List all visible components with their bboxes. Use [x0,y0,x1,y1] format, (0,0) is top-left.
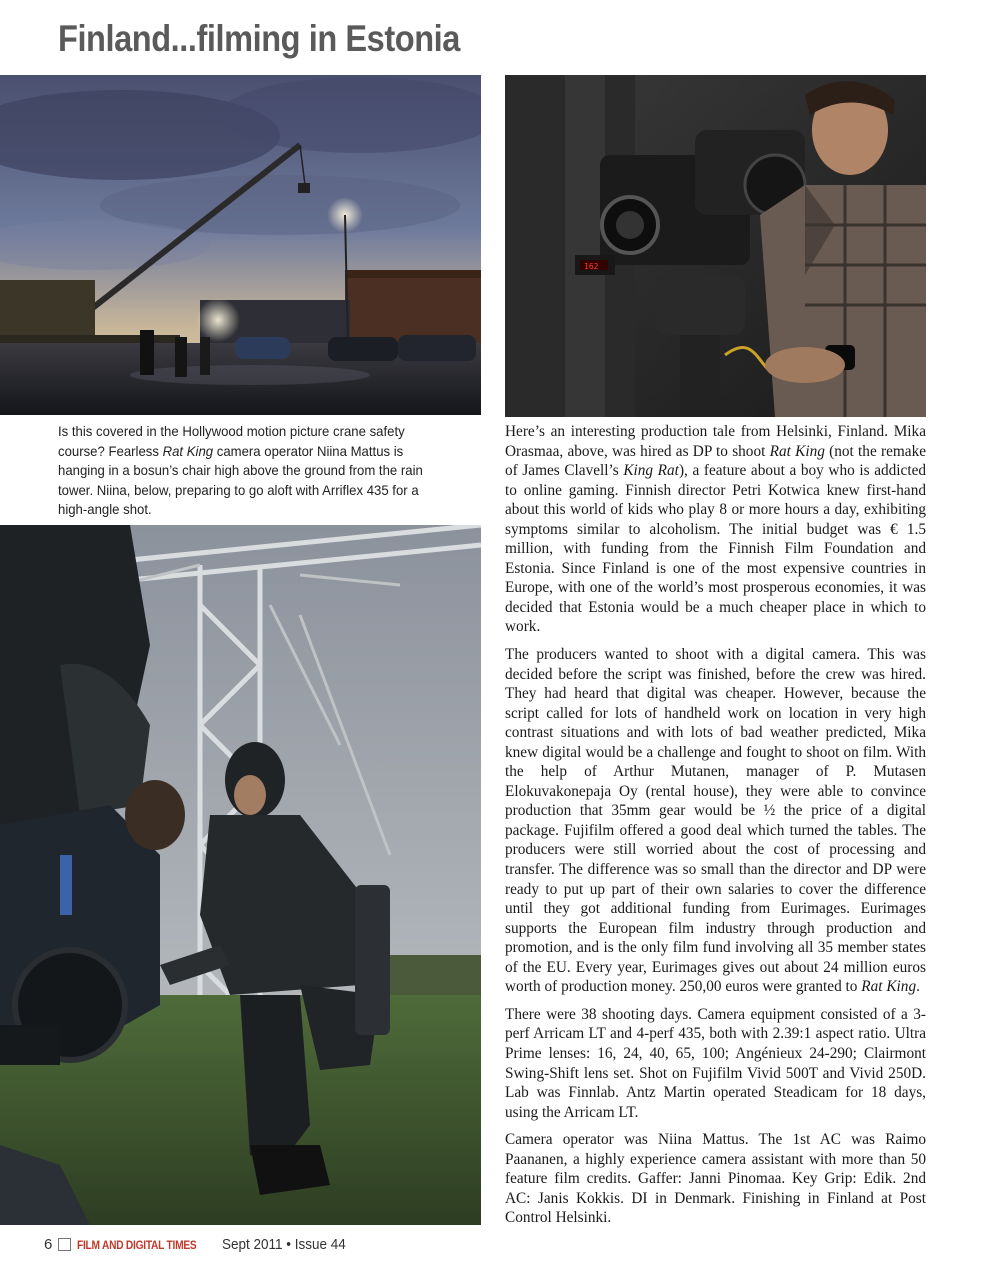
dp-camera-photo [505,75,926,417]
svg-text:162: 162 [584,262,599,271]
article-text: (not the remake of James Clavell’s [505,442,927,480]
film-title: Rat King [861,978,917,996]
article-paragraph-4: Camera operator was Niina Mattus. The 1st AC was Raimo Paananen, a highly experience camera assistant with more than 50 feature film credits. Gaffer: Janni Pinomaa. Key Grip: Edik. 2nd AC: Janis Kokkis. DI in Denmark. Finishing in Finland at Post Control Helsinki. [505,1131,926,1227]
page-title: Finland...filming in Estonia [58,18,460,59]
article-body [505,422,926,1236]
article-text: . [916,978,920,996]
page-number: 6 [44,1236,53,1253]
issue-label: Sept 2011 • Issue 44 [221,1236,346,1253]
operator-rig-photo [0,525,481,1225]
article-paragraph-2 [505,645,926,997]
crane-photo [0,75,481,415]
film-title: King Rat [623,462,679,480]
caption-film-title: Rat King [162,442,214,459]
article-text: ), a feature about a boy who is addicted to online gaming. Finnish director Petri Kotwica knew first-hand about this world of kids who play 8 or more hours a day, exhibiting symptoms similar to alcoholism. The initial budget was € 1.5 million, with funding from the Finnish Film Foundation and Estonia. Since Finland is one of the most expensive countries in Europe, with one of the world’s most prosperous economies, it was decided that Estonia would be a much cheaper place in which to work. [505,462,927,636]
caption-text-2: camera operator Niina Mattus is hanging in a bosun’s chair high above the ground from the rain tower. Niina, below, preparing to go aloft with Arriflex 435 for a high-angle shot. [58,442,423,517]
publication-logo: FILM AND DIGITAL TIMES [77,1237,197,1252]
photo-caption [58,422,430,520]
article-text: The producers wanted to shoot with a digital camera. This was decided before the script was finished, before the crew was hired. They had heard that digital was cheaper. However, because the script called for lots of handheld work on location in very high contrast situations and with lots of bad weather predicted, Mika knew digital would be a challenge and fought to shoot on film. With the help of Arthur Mutanen, manager of P. Mutasen Elokuvakonepaja Oy (rental house), they were able to convince production that 35mm gear would be ½ the price of a digital package. Fujifilm offered a good deal which turned the tables. The producers were still worried about the cost of processing and transfer. The difference was so small than the director and DP were ready to put up part of their own salaries to cover the difference until they got additional funding from Eurimages. Eurimages supports the European film industry through production and promotion, and is the only film fund involving all 35 member states of the EU. Every year, Eurimages gives out about 24 million euros worth of production money. 250,00 euros were granted to [505,646,926,996]
film-title: Rat King [769,442,825,460]
page-footer [44,1236,359,1253]
article-paragraph-1 [505,422,926,637]
square-icon [58,1238,71,1251]
article-text: Here’s an interesting production tale from Helsinki, Finland. Mika Orasmaa, above, was hired as DP to shoot [505,423,926,460]
article-paragraph-3: There were 38 shooting days. Camera equipment consisted of a 3-perf Arricam LT and 4-perf 435, both with 2.39:1 aspect ratio. Ultra Prime lenses: 16, 24, 40, 65, 100; Angénieux 24-290; Clairmont Swing-Shift lens set. Shot on Fujifilm Vivid 500T and Vivid 250D. Lab was Finnlab. Antz Martin operated Steadicam for 18 days, using the Arricam LT. [505,1005,926,1121]
caption-text-1: Is this covered in the Hollywood motion picture crane safety course? Fearless [58,423,405,459]
